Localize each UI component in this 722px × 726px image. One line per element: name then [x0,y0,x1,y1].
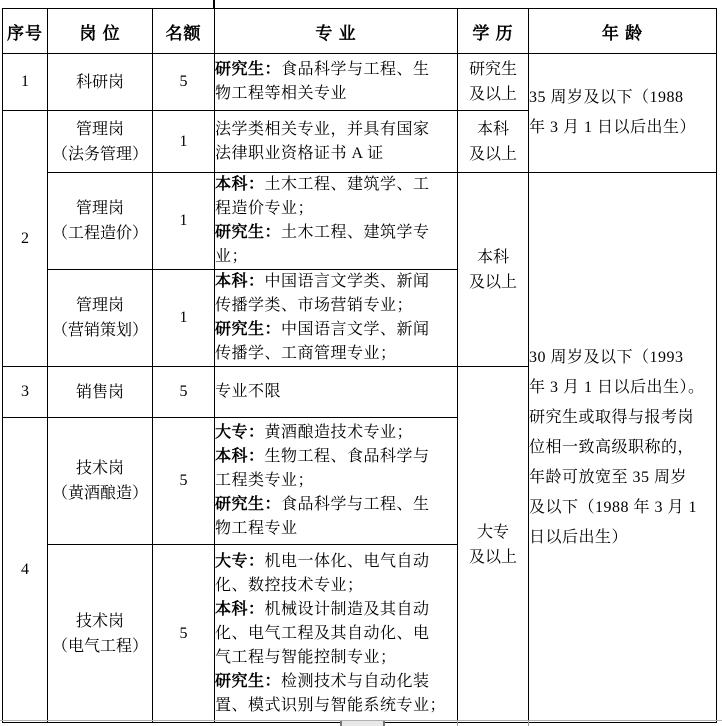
major-degree-label: 本科： [215,176,265,193]
age-line: 年 3 月 1 日以后出生） [529,119,697,136]
cell-quota: 5 [153,418,215,545]
cell-quota: 5 [153,545,215,723]
major-line [215,173,457,197]
cropped-next-row-cell-fragment [340,721,385,726]
table-row [3,54,717,111]
header-cell-major: 专 业 [215,9,458,54]
major-line [215,517,457,541]
post-line: 管理岗 [75,120,124,138]
major-text: 程造价专业； [215,200,315,217]
cell-index: 2 [3,111,48,367]
post-line: （营销策划） [51,322,148,339]
header-cell-index: 序号 [3,9,48,54]
cell-edu [458,54,529,111]
cell-post [48,545,153,723]
age-line: 年 3 月 1 日以后出生）。 [529,378,705,396]
cell-post [48,418,153,545]
edu-line: 本科 [476,248,509,266]
major-text: 黄酒酿造技术专业； [264,424,414,441]
post-line: 科研岗 [75,73,124,91]
major-line [215,270,457,294]
header-cell-edu: 学 历 [458,9,529,54]
age-line: 及以下（1988 年 3 月 1 [529,498,698,516]
major-degree-label: 大专： [215,424,265,441]
recruitment-table [2,8,717,723]
major-degree-label: 本科： [215,600,265,618]
major-text: 物工程等相关专业 [215,85,348,102]
major-line [215,294,457,318]
age-line: 35 周岁及以下（1988 [529,89,684,106]
post-line: 销售岗 [75,383,124,401]
cell-post [48,270,153,367]
age-line: 30 周岁及以下（1993 [529,348,684,366]
post-line: 管理岗 [75,297,124,314]
age-line: 年龄可放宽至 35 周岁 [529,468,688,486]
cell-edu [458,173,529,367]
major-text: 法学类相关专业，并具有国家 [215,120,430,138]
edu-line: 研究生 [468,61,517,78]
edu-line: 本科 [476,120,509,138]
major-text: 化、数控技术专业； [215,576,364,594]
major-text: 法律职业资格证书 A 证 [215,144,384,162]
major-line [215,82,457,106]
header-cell-post: 岗 位 [48,9,153,54]
cell-major [215,367,458,418]
cell-major [215,173,458,270]
cropped-row-border-fragment-top [213,0,215,9]
major-line [215,445,457,469]
major-line [215,342,457,366]
cropped-border-tick [528,720,529,726]
major-text: 专业不限 [215,383,282,400]
cell-quota: 5 [153,54,215,111]
edu-line: 及以上 [468,273,517,291]
major-line [215,493,457,517]
major-line [215,197,457,221]
cell-index: 3 [3,367,48,418]
major-degree-label: 研究生： [215,321,282,338]
cell-major [215,418,458,545]
age-line: 日以后出生） [529,528,629,546]
cell-index: 1 [3,54,48,111]
age-line: 研究生或取得与报考岗 [529,408,695,426]
cell-major [215,54,458,111]
cell-edu [458,367,529,723]
major-text: 气工程与智能控制专业； [215,648,397,666]
major-text: 机电一体化、电气自动 [264,552,430,570]
major-line [215,550,457,574]
cell-age [529,173,717,723]
major-line [215,380,457,404]
post-line: （法务管理） [51,145,148,163]
edu-line: 大专 [476,523,509,541]
edu-line: 及以上 [468,145,517,163]
cell-post [48,54,153,111]
major-line [215,421,457,445]
major-text: 置、模式识别与智能系统专业； [215,696,447,714]
major-line [215,622,457,646]
post-line: 管理岗 [75,200,124,217]
post-line: （黄酒酿造） [51,485,148,502]
table-row [3,173,717,270]
cell-index: 4 [3,418,48,723]
cell-post [48,111,153,173]
cell-post [48,367,153,418]
cell-age [529,54,717,173]
cell-post [48,173,153,270]
major-line [215,598,457,622]
major-degree-label: 研究生： [215,496,282,513]
major-text: 机械设计制造及其自动 [264,600,430,618]
major-text: 生物工程、食品科学与 [264,448,430,465]
cell-major [215,111,458,173]
major-text: 工程类专业； [215,472,315,489]
major-text: 食品科学与工程、生 [281,496,430,513]
major-degree-label: 研究生： [215,224,282,241]
major-line [215,574,457,598]
cell-quota: 1 [153,173,215,270]
major-line [215,670,457,694]
cell-major [215,545,458,723]
major-degree-label: 研究生： [215,61,282,78]
cell-edu [458,111,529,173]
major-text: 业； [215,248,249,265]
cropped-border-tick [457,720,458,726]
major-line [215,245,457,269]
cell-quota: 1 [153,111,215,173]
job-positions-table [2,8,717,723]
major-text: 中国语言文学、新闻 [281,321,430,338]
major-degree-label: 本科： [215,448,265,465]
edu-line: 及以上 [468,86,517,103]
cell-quota: 1 [153,270,215,367]
major-line [215,318,457,342]
major-degree-label: 研究生： [215,672,282,690]
cell-major [215,270,458,367]
major-degree-label: 大专： [215,552,265,570]
major-text: 土木工程、建筑学、工 [264,176,430,193]
major-text: 土木工程、建筑学专 [281,224,430,241]
major-text: 中国语言文学类、新闻 [264,273,430,290]
major-text: 食品科学与工程、生 [281,61,430,78]
major-text: 化、电气工程及其自动化、电 [215,624,430,642]
age-line: 位相一致高级职称的， [529,438,695,456]
header-cell-quota: 名额 [153,9,215,54]
major-line [215,646,457,670]
major-line [215,118,457,142]
major-line [215,221,457,245]
post-line: （电气工程） [51,637,148,655]
edu-line: 及以上 [468,548,517,566]
major-line [215,694,457,718]
major-text: 检测技术与自动化装 [281,672,430,690]
post-line: 技术岗 [75,460,124,477]
major-text: 传播学类、市场营销专业； [215,297,414,314]
major-text: 物工程专业 [215,520,298,537]
cell-quota: 5 [153,367,215,418]
major-line [215,58,457,82]
post-line: 技术岗 [75,612,124,630]
header-cell-age: 年 龄 [529,9,717,54]
major-text: 传播学、工商管理专业； [215,345,397,362]
post-line: （工程造价） [51,225,148,242]
major-degree-label: 本科： [215,273,265,290]
major-line [215,142,457,166]
major-line [215,469,457,493]
